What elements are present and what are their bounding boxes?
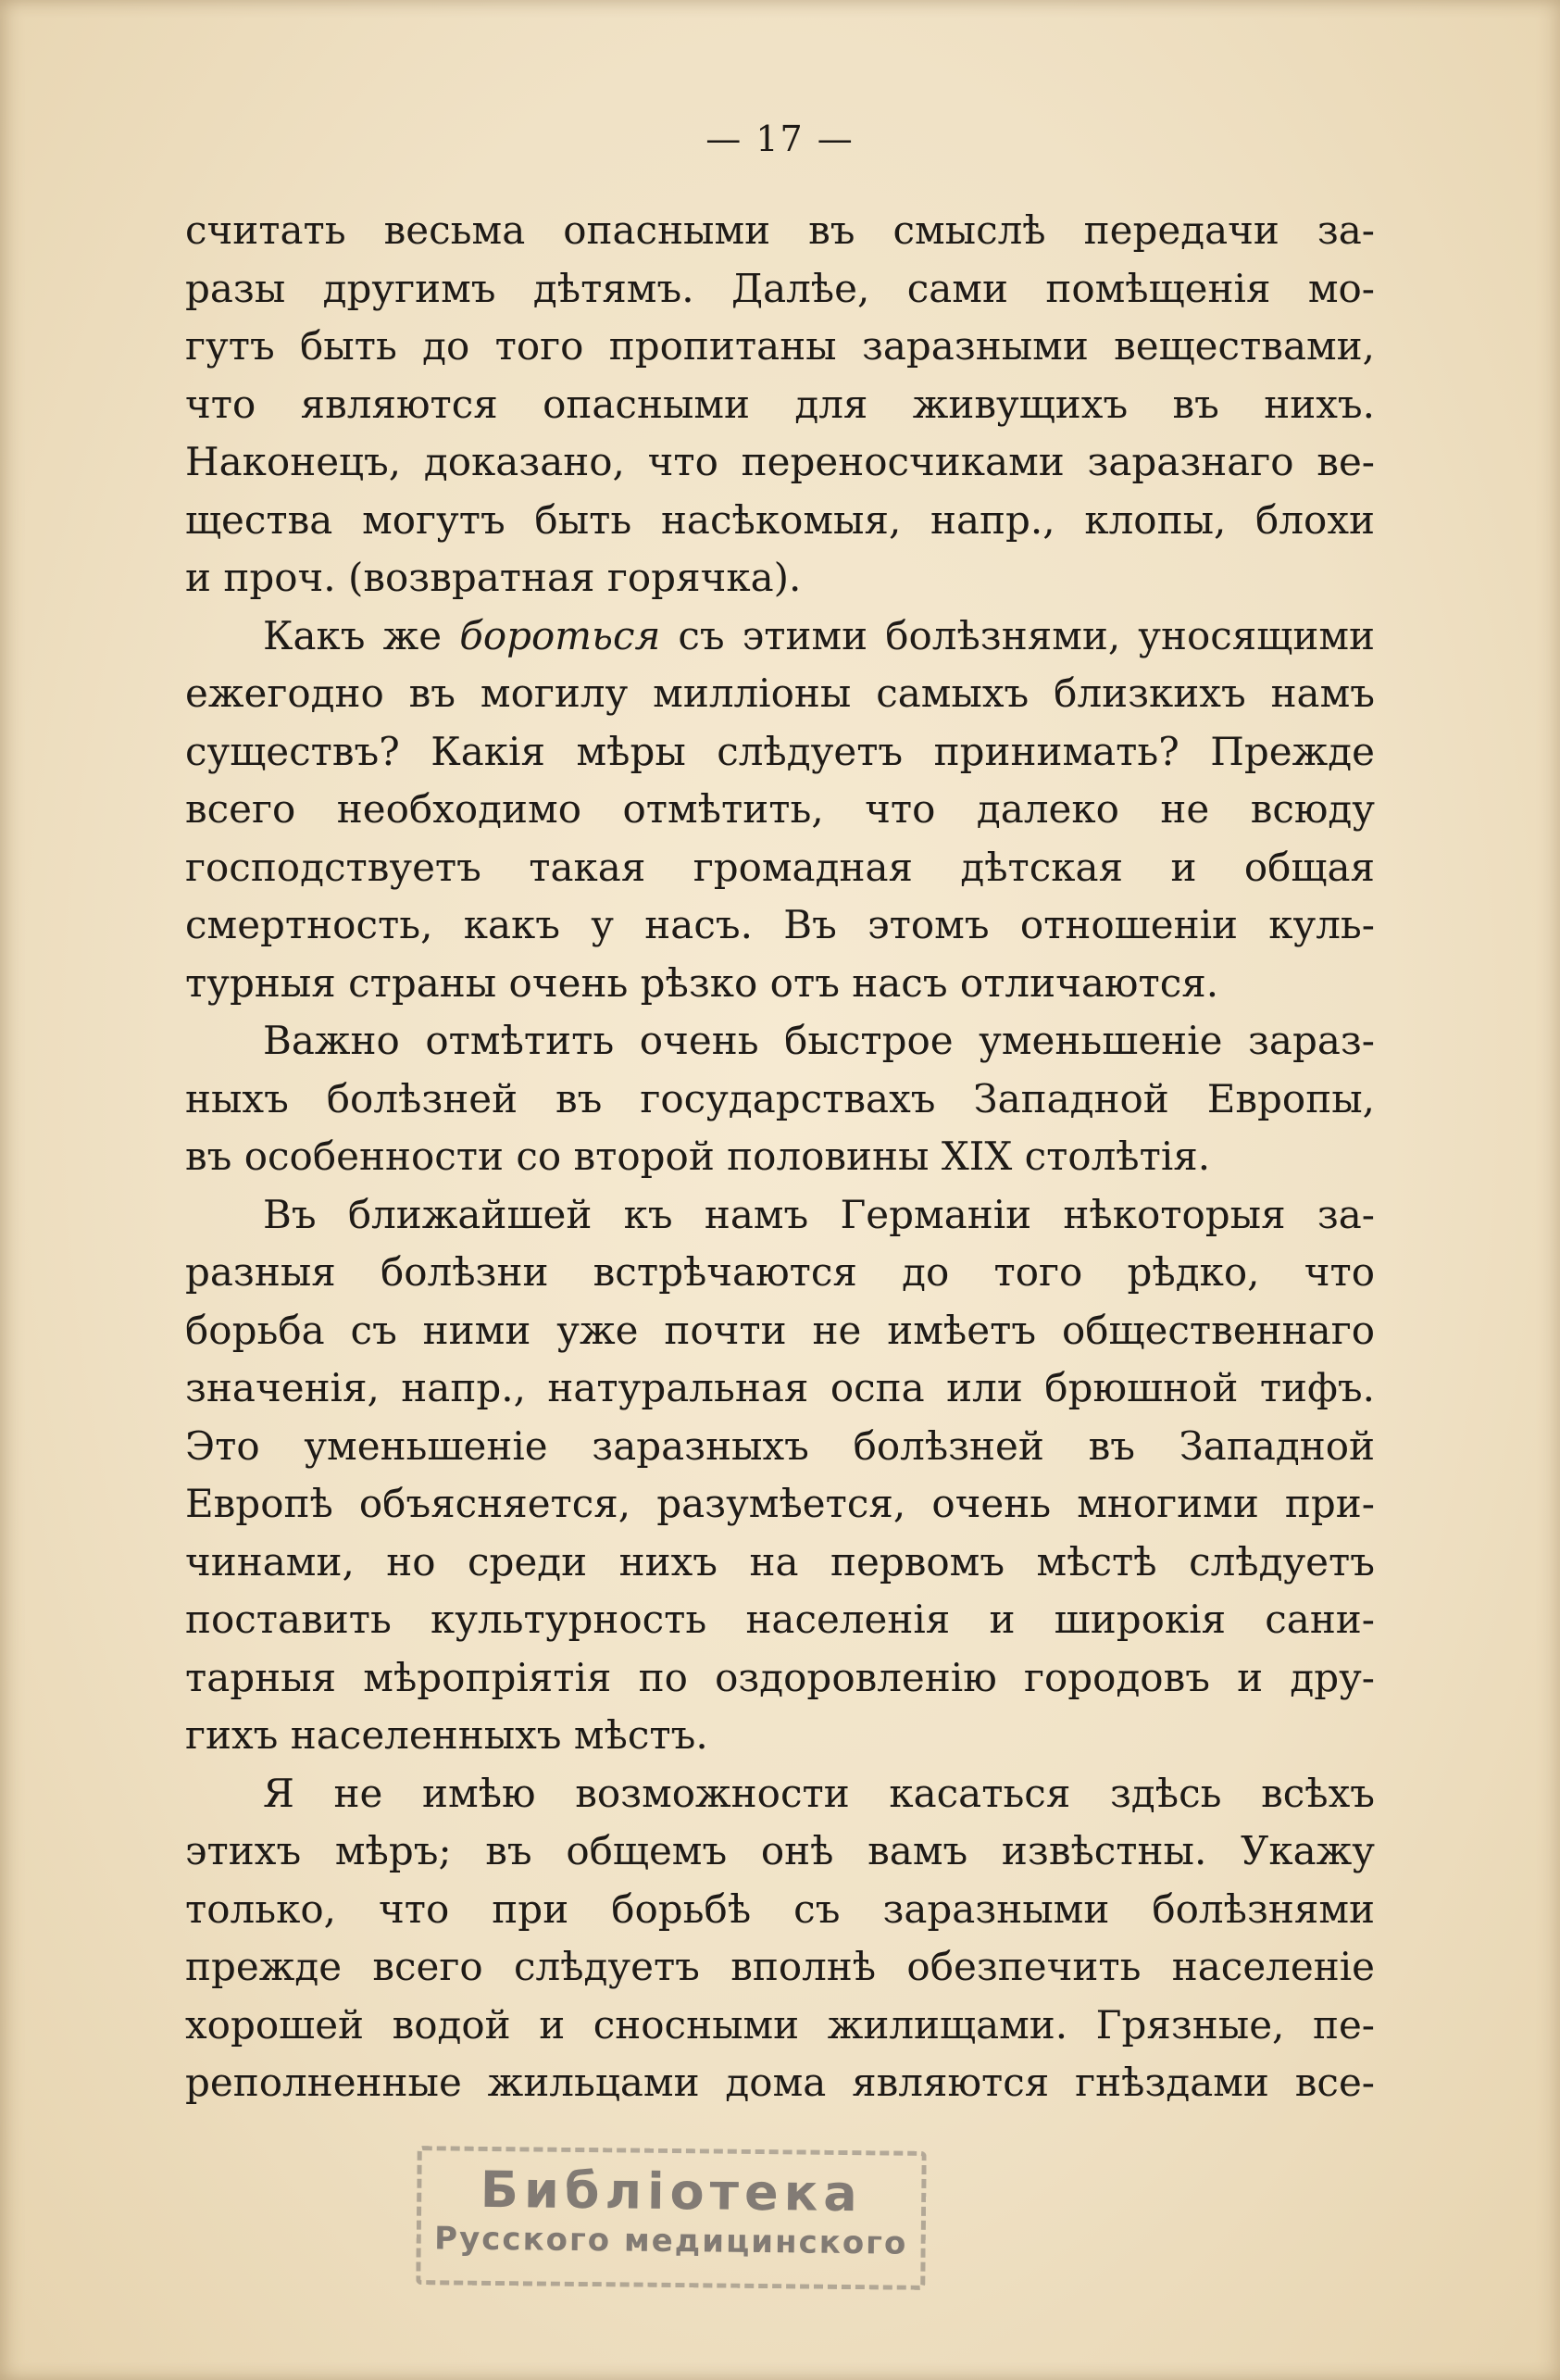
text-line: существъ? Какія мѣры слѣдуетъ принимать? Прежде [185, 728, 1375, 774]
text-line: хорошей водой и сносными жилищами. Грязные, пе- [185, 2001, 1375, 2048]
text-line: значенія, напр., натуральная оспа или брюшной тифъ. [185, 1365, 1375, 1410]
text-run: Какъ же [263, 612, 460, 658]
text-line: гутъ быть до того пропитаны заразными веществами, [185, 323, 1375, 369]
text-run: съ этими болѣзнями, уносящими [660, 612, 1375, 658]
text-line: реполненные жильцами дома являются гнѣздами все- [185, 2060, 1375, 2105]
text-line: гихъ населенныхъ мѣстъ. [185, 1712, 708, 1758]
text-line: щества могутъ быть насѣкомыя, напр., клопы, блохи [185, 496, 1375, 543]
body-text [185, 202, 1375, 2112]
text-line: и проч. (возвратная горячка). [185, 555, 802, 600]
text-line: Европѣ объясняется, разумѣется, очень многими при- [185, 1481, 1375, 1526]
page-number: — 17 — [705, 119, 855, 159]
text-line: всего необходимо отмѣтить, что далеко не всюду [185, 786, 1375, 832]
text-line: въ особенности со второй половины XIX столѣтія. [185, 1134, 1211, 1179]
text-line: считать весьма опасными въ смыслѣ передачи за- [185, 207, 1375, 253]
text-line: Важно отмѣтить очень быстрое уменьшеніе зараз- [263, 1018, 1375, 1063]
text-line: турныя страны очень рѣзко отъ насъ отличаются. [185, 959, 1219, 1006]
text-line: только, что при борьбѣ съ заразными болѣзнями [185, 1885, 1375, 1932]
text-line [185, 608, 1375, 666]
text-line: поставить культурность населенія и широкія сани- [185, 1597, 1375, 1642]
text-line: тарныя мѣропріятія по оздоровленію городовъ и дру- [185, 1654, 1375, 1700]
text-line: ныхъ болѣзней въ государствахъ Западной Европы, [185, 1075, 1375, 1121]
text-line: разныя болѣзни встрѣчаются до того рѣдко, что [185, 1249, 1375, 1295]
text-line: разы другимъ дѣтямъ. Далѣе, сами помѣщенія мо- [185, 265, 1375, 311]
text-line: Въ ближайшей къ намъ Германіи нѣкоторыя за- [263, 1191, 1375, 1237]
text-line: ежегодно въ могилу милліоны самыхъ близкихъ намъ [185, 670, 1375, 716]
stamp-subtitle: Русского медицинского [433, 2220, 908, 2262]
text-line: прежде всего слѣдуетъ вполнѣ обезпечить населеніе [185, 1944, 1375, 1989]
text-line: господствуетъ такая громадная дѣтская и общая [185, 844, 1375, 890]
text-line: Наконецъ, доказано, что переносчиками заразнаго ве- [185, 439, 1375, 484]
library-stamp [416, 2146, 927, 2290]
text-line: Я не имѣю возможности касаться здѣсь всѣхъ [263, 1770, 1375, 1816]
text-line: этихъ мѣръ; въ общемъ онѣ вамъ извѣстны. Укажу [185, 1828, 1375, 1873]
stamp-title: Библіотека [480, 2160, 864, 2223]
text-line: смертность, какъ у насъ. Въ этомъ отношеніи куль- [185, 902, 1375, 947]
text-line: что являются опасными для живущихъ въ нихъ. [185, 381, 1375, 427]
text-line: чинами, но среди нихъ на первомъ мѣстѣ слѣдуетъ [185, 1538, 1375, 1585]
text-line: борьба съ ними уже почти не имѣетъ общественнаго [185, 1307, 1375, 1353]
text-line: Это уменьшеніе заразныхъ болѣзней въ Западной [185, 1422, 1375, 1469]
emphasis-text: бороться [459, 612, 661, 658]
